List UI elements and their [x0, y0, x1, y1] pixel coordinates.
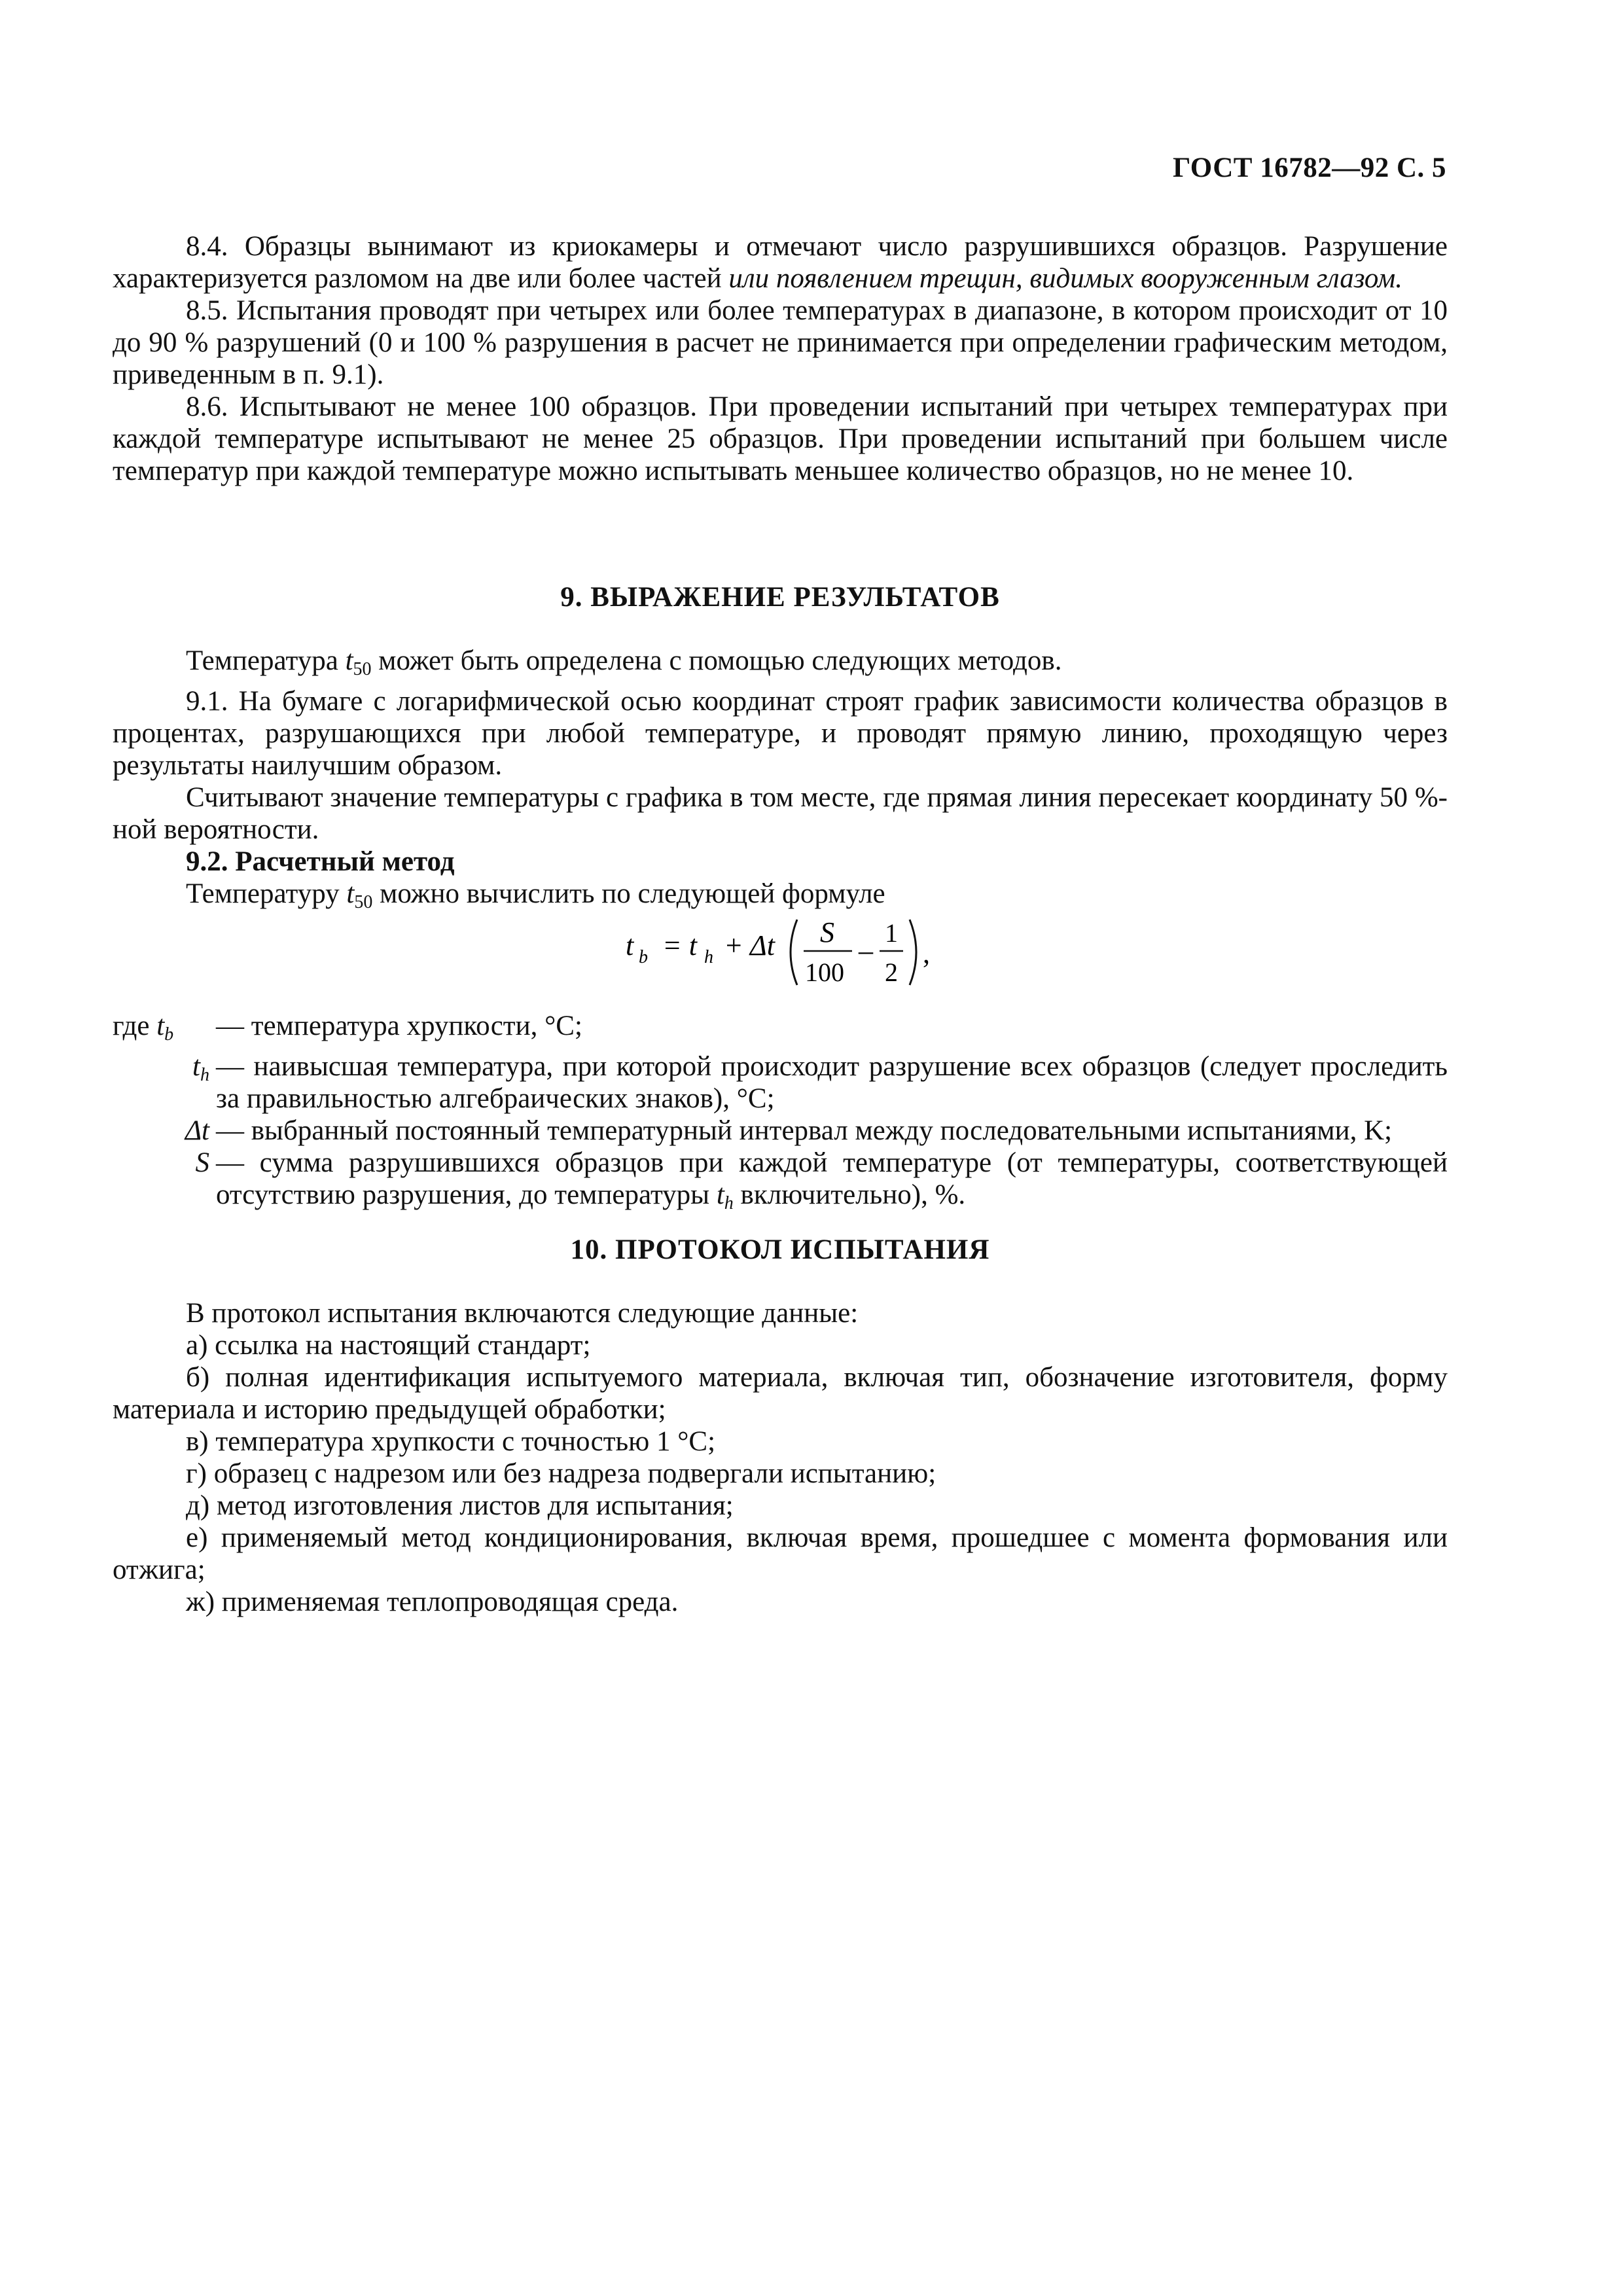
paragraph-8-4	[113, 230, 1448, 295]
brittleness-formula	[622, 908, 949, 999]
clause-italic-text: или появлением трещин, видимых вооруженным глазом.	[728, 263, 1402, 294]
definition-symbol	[113, 1010, 216, 1050]
left-paren	[791, 920, 797, 985]
protocol-item: в) температура хрупкости с точностью 1 °C;	[186, 1426, 716, 1457]
symbol-t: t	[716, 1179, 724, 1210]
definition-text: — выбранный постоянный температурный интервал между последовательными испытаниями, K;	[216, 1115, 1393, 1146]
definition-text: — температура хрупкости, °C;	[216, 1011, 582, 1041]
definition-symbol	[113, 1115, 216, 1147]
subscript: h	[724, 1193, 734, 1213]
paragraph-8-5: 8.5. Испытания проводят при четырех или более температурах в диапазоне, в котором происходит от 10 до 90 % разрушений (0 и 100 % разрушения в расчет не принимается при определении графическим методом, приведенным в п. 9.1).	[113, 295, 1448, 390]
definition-text	[216, 1147, 1448, 1219]
formula-lhs: t	[626, 929, 634, 961]
protocol-item: г) образец с надрезом или без надреза подвергали испытанию;	[186, 1458, 936, 1489]
symbol-dt: Δt	[185, 1115, 209, 1146]
paragraph-9-1: 9.1. На бумаге с логарифмической осью координат строят график зависимости количества образцов в процентах, разрушающихся при любой температуре, и проводят прямую линию, проходящую через результаты наилучшим образом.	[113, 686, 1448, 781]
paragraph-9-2-title: 9.2. Расчетный метод	[186, 846, 455, 877]
formula-comma: ,	[923, 937, 930, 969]
section-9-text	[113, 645, 1448, 918]
definition-symbol	[113, 1050, 216, 1115]
text-fragment: Температура	[186, 645, 338, 676]
formula-th-sub: h	[704, 947, 713, 967]
definition-tb	[113, 1010, 1448, 1050]
definition-symbol	[113, 1147, 216, 1219]
right-paren	[910, 920, 916, 985]
formula-eq-th: = t	[662, 929, 697, 961]
text-fragment: — сумма разрушившихся образцов при каждой температуре (от температуры, соответствующей отсутствию разрушения, до температуры	[216, 1147, 1448, 1210]
clause-number: 8.4.	[186, 231, 228, 262]
symbol-t: t	[192, 1051, 200, 1082]
subscript: b	[164, 1024, 174, 1045]
fraction-1-num: 1	[885, 918, 898, 948]
formula-minus: –	[859, 935, 873, 967]
text-fragment: можно вычислить по следующей формуле	[380, 878, 885, 909]
clause-text: Образцы вынимают из криокамеры и отмечают число разрушившихся образцов. Разрушение характеризуется разломом на две или более частей	[113, 231, 1448, 294]
definition-dt	[113, 1115, 1448, 1147]
formula-lhs-sub: b	[639, 947, 648, 967]
paragraph-8-6: 8.6. Испытывают не менее 100 образцов. При проведении испытаний при четырех температурах при каждой температуре испытывают не менее 25 образцов. При проведении испытаний при большем числе температур при каждой температуре можно испытывать меньшее количество образцов, но не менее 10.	[113, 391, 1448, 486]
subscript: 50	[353, 659, 372, 679]
fraction-2-den: 2	[885, 958, 898, 987]
paragraph-9-intro	[113, 645, 1448, 685]
definition-th	[113, 1050, 1448, 1115]
symbol-s: S	[195, 1147, 209, 1178]
text-fragment: включительно), %.	[740, 1179, 966, 1210]
text-fragment: может быть определена с помощью следующих методов.	[378, 645, 1062, 676]
definition-text: — наивысшая температура, при которой происходит разрушение всех образцов (следует проследить за правильностью алгебраических знаков), °C;	[216, 1051, 1448, 1114]
subscript: h	[200, 1065, 209, 1085]
paragraph-9-1-b: Считывают значение температуры с графика в том месте, где прямая линия пересекает координату 50 %-ной вероятности.	[113, 782, 1448, 845]
subscript: 50	[354, 892, 373, 912]
section-8-text	[113, 230, 1448, 487]
formula-plus-dt: + Δt	[724, 929, 775, 961]
section-10-text	[113, 1297, 1448, 1618]
protocol-item: ж) применяемая теплопроводящая среда.	[186, 1587, 679, 1617]
page-header: ГОСТ 16782—92 С. 5	[1172, 152, 1446, 183]
where-word: где	[113, 1011, 150, 1041]
section-9-heading: 9. ВЫРАЖЕНИЕ РЕЗУЛЬТАТОВ	[560, 582, 1000, 613]
protocol-intro: В протокол испытания включаются следующие данные:	[186, 1298, 859, 1329]
where-definitions	[113, 1010, 1448, 1219]
protocol-item: б) полная идентификация испытуемого материала, включая тип, обозначение изготовителя, форму материала и историю предыдущей обработки;	[113, 1362, 1448, 1425]
section-10-heading: 10. ПРОТОКОЛ ИСПЫТАНИЯ	[570, 1234, 990, 1265]
protocol-item: д) метод изготовления листов для испытания;	[186, 1490, 734, 1521]
definition-s	[113, 1147, 1448, 1219]
symbol-t: t	[156, 1011, 165, 1041]
symbol-t: t	[346, 878, 355, 909]
fraction-100-den: 100	[805, 958, 844, 987]
protocol-item: е) применяемый метод кондиционирования, включая время, прошедшее с момента формования или отжига;	[113, 1522, 1448, 1585]
protocol-item: а) ссылка на настоящий стандарт;	[186, 1330, 591, 1361]
text-fragment: Температуру	[186, 878, 340, 909]
fraction-s-num: S	[820, 916, 834, 948]
symbol-t: t	[345, 645, 353, 676]
